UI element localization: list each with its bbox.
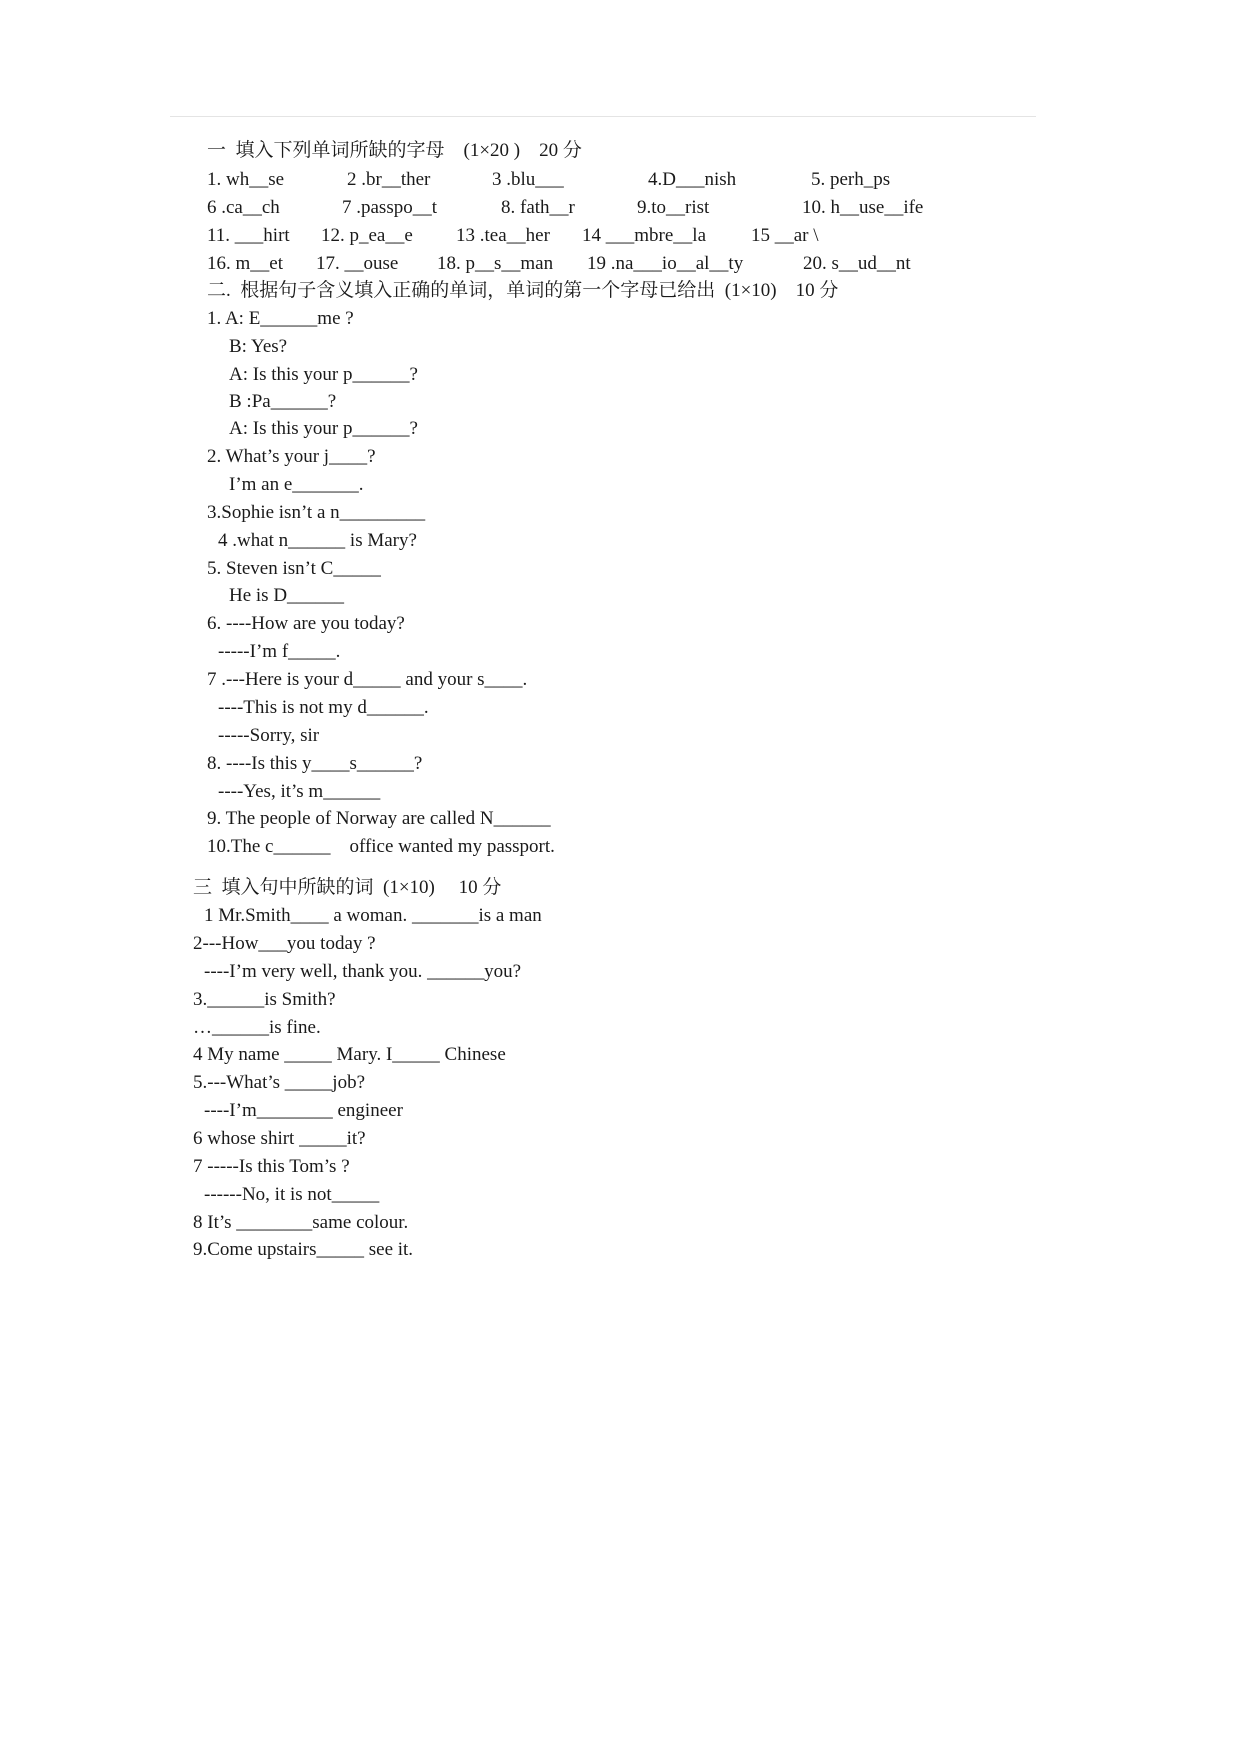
question-line: 3.Sophie isn’t a n_________: [207, 502, 426, 523]
question-line: 8. ----Is this y____s______?: [207, 753, 423, 774]
word-item: 2 .br__ther: [347, 169, 431, 190]
question-line: 4 .what n______ is Mary?: [218, 530, 417, 551]
top-divider: [170, 116, 1036, 117]
word-item: 17. __ouse: [316, 253, 399, 274]
word-item: 19 .na___io__al__ty: [587, 253, 744, 274]
section2-heading: 二. 根据句子含义填入正确的单词，单词的第一个字母已给出 (1×10) 10 分: [207, 280, 839, 301]
question-line: He is D______: [229, 585, 345, 606]
question-line: B: Yes?: [229, 336, 288, 357]
question-line: 9.Come upstairs_____ see it.: [193, 1239, 414, 1260]
question-line: 7 -----Is this Tom’s ?: [193, 1156, 350, 1177]
question-line: B :Pa______?: [229, 391, 337, 412]
word-item: 1. wh__se: [207, 169, 285, 190]
question-line: 6 whose shirt _____it?: [193, 1128, 366, 1149]
question-line: ----Yes, it’s m______: [218, 781, 381, 802]
word-item: 14 ___mbre__la: [582, 225, 707, 246]
word-item: 6 .ca__ch: [207, 197, 280, 218]
word-item: 18. p__s__man: [437, 253, 554, 274]
question-line: 7 .---Here is your d_____ and your s____.: [207, 669, 528, 690]
question-line: ------No, it is not_____: [204, 1184, 380, 1205]
question-line: 10.The c______ office wanted my passport.: [207, 836, 555, 857]
word-item: 3 .blu___: [492, 169, 564, 190]
question-line: 5. Steven isn’t C_____: [207, 558, 381, 579]
question-line: 8 It’s ________same colour.: [193, 1212, 409, 1233]
word-item: 8. fath__r: [501, 197, 575, 218]
section1-heading: 一 填入下列单词所缺的字母 (1×20 ) 20 分: [207, 140, 582, 161]
word-item: 13 .tea__her: [456, 225, 550, 246]
word-item: 20. s__ud__nt: [803, 253, 911, 274]
question-line: 4 My name _____ Mary. I_____ Chinese: [193, 1044, 506, 1065]
question-line: ----This is not my d______.: [218, 697, 429, 718]
question-line: 5.---What’s _____job?: [193, 1072, 366, 1093]
word-item: 4.D___nish: [648, 169, 737, 190]
question-line: A: Is this your p______?: [229, 364, 418, 385]
question-line: 1 Mr.Smith____ a woman. _______is a man: [204, 905, 542, 926]
question-line: A: Is this your p______?: [229, 418, 418, 439]
question-line: ----I’m________ engineer: [204, 1100, 403, 1121]
question-line: 3.______is Smith?: [193, 989, 336, 1010]
question-line: …______is fine.: [193, 1017, 321, 1038]
word-item: 16. m__et: [207, 253, 283, 274]
question-line: -----I’m f_____.: [218, 641, 341, 662]
word-item: 5. perh_ps: [811, 169, 891, 190]
question-line: 2. What’s your j____?: [207, 446, 376, 467]
section3-heading: 三 填入句中所缺的词 (1×10) 10 分: [193, 877, 502, 898]
word-item: 15 __ar \: [751, 225, 819, 246]
question-line: 2---How___you today ?: [193, 933, 376, 954]
question-line: ----I’m very well, thank you. ______you?: [204, 961, 522, 982]
word-item: 7 .passpo__t: [342, 197, 437, 218]
question-line: 6. ----How are you today?: [207, 613, 405, 634]
question-line: 1. A: E______me ?: [207, 308, 354, 329]
word-item: 10. h__use__ife: [802, 197, 924, 218]
word-item: 12. p_ea__e: [321, 225, 413, 246]
word-item: 11. ___hirt: [207, 225, 290, 246]
question-line: I’m an e_______.: [229, 474, 364, 495]
question-line: 9. The people of Norway are called N______: [207, 808, 551, 829]
question-line: -----Sorry, sir: [218, 725, 320, 746]
word-item: 9.to__rist: [637, 197, 710, 218]
